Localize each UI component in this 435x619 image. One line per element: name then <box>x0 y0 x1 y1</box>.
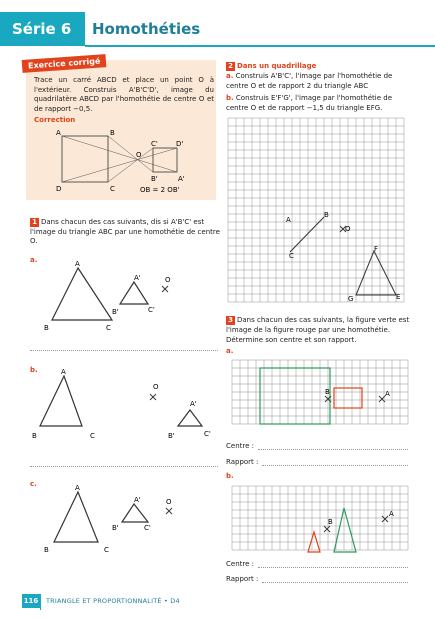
label-C2: C' <box>151 140 158 148</box>
ex2-G: G <box>348 295 354 303</box>
ex3a-centre-label: Centre : <box>226 442 254 450</box>
label-A: A <box>56 129 61 137</box>
ex2-O: O <box>345 225 351 233</box>
ex1c-figure <box>30 482 220 562</box>
ex2-C: C <box>289 252 294 260</box>
ex1-number: 1 <box>30 218 39 227</box>
ex1b-O: O <box>153 383 159 391</box>
ex1a-A: A <box>75 260 80 268</box>
ex1-statement <box>30 218 220 247</box>
ex3a-rapport-label: Rapport : <box>226 458 259 466</box>
ex3b-B: B <box>328 518 333 526</box>
ex1b-C2: C' <box>204 430 211 438</box>
ex2-title <box>226 62 411 72</box>
ex1a-O: O <box>165 276 171 284</box>
ex2-grid <box>228 118 408 302</box>
ex3a-rapport-line[interactable] <box>262 465 408 466</box>
ex2-B: B <box>324 211 329 219</box>
ex2-A: A <box>286 216 291 224</box>
ex1a-C: C <box>106 324 111 332</box>
ex3a-centre-line[interactable] <box>258 449 408 450</box>
ex3a-B: B <box>325 388 330 396</box>
label-A2: A' <box>178 175 185 183</box>
correction-label: Correction <box>34 116 76 124</box>
footer-text: TRIANGLE ET PROPORTIONNALITÉ • D4 <box>46 597 180 605</box>
ex1b-figure <box>30 366 220 446</box>
header-rule <box>85 45 435 47</box>
ex3a-grid <box>232 360 408 426</box>
ex1c-O: O <box>166 498 172 506</box>
label-O: O <box>136 151 142 159</box>
corrige-tag: Exercice corrigé <box>22 54 107 73</box>
ex1b-B: B <box>32 432 37 440</box>
ex3a-A: A <box>385 390 390 398</box>
ex2-b: b. Construis E'F'G', l'image par l'homothétie de centre O et de rapport −1,5 du triangle EFG. <box>226 94 393 112</box>
ex3-statement2: Détermine son centre et son rapport. <box>226 336 357 344</box>
ex1a-B2: B' <box>112 308 119 316</box>
ex1a-A2: A' <box>134 274 141 282</box>
ex2-a: a. Construis A'B'C', l'image par l'homothétie de centre O et de rapport 2 du triangle ABC <box>226 72 393 90</box>
ex1b-A2: A' <box>190 400 197 408</box>
page-header <box>0 12 435 46</box>
ex1a-answer-line[interactable] <box>30 350 218 351</box>
ex1b-answer-line[interactable] <box>30 466 218 467</box>
ex1b-letter: b. <box>30 366 38 374</box>
label-B2: B' <box>151 175 158 183</box>
ex2-F: F <box>374 245 379 253</box>
ex3b-centre-label: Centre : <box>226 560 254 568</box>
ex1b-C: C <box>90 432 95 440</box>
ex3b-grid <box>232 486 408 552</box>
ex1c-C2: C' <box>144 524 151 532</box>
ex1c-B: B <box>44 546 49 554</box>
page-footer <box>0 590 435 614</box>
footer-rule <box>40 594 41 610</box>
ex1b-A: A <box>61 368 66 376</box>
ex3b-rapport-line[interactable] <box>262 582 408 583</box>
ex3-text: Dans chacun des cas suivants, la figure verte est l'image de la figure rouge par une homothétie. <box>226 316 410 334</box>
ex2-E: E <box>396 293 401 301</box>
ex1c-A: A <box>75 484 80 492</box>
ex1b-B2: B' <box>168 432 175 440</box>
label-D2: D' <box>176 140 184 148</box>
ex1c-B2: B' <box>112 524 119 532</box>
ex3b-centre-line[interactable] <box>258 567 408 568</box>
label-D: D <box>56 185 62 193</box>
ex2-number: 2 <box>226 62 235 71</box>
ex3a-letter: a. <box>226 347 234 355</box>
ex1c-A2: A' <box>134 496 141 504</box>
ex1a-B: B <box>44 324 49 332</box>
ex1c-C: C <box>104 546 109 554</box>
ex3-statement <box>226 316 411 335</box>
page-number: 116 <box>22 594 40 608</box>
ex1-text: Dans chacun des cas suivants, dis si A'B'C' est l'image du triangle ABC par une homothétie de centre O. <box>30 218 220 245</box>
ex1a-letter: a. <box>30 256 38 264</box>
ex1a-figure <box>30 258 220 338</box>
corrige-statement: Trace un carré ABCD et place un point O à l'extérieur. Construis A'B'C'D', image du quadrilatère ABCD par l'homothétie de centre O et de rapport −0,5. <box>34 76 214 113</box>
label-C: C <box>110 185 115 193</box>
serie-label: Série 6 <box>0 12 85 46</box>
ex3b-A: A <box>389 510 394 518</box>
ex2-title-text: Dans un quadrillage <box>237 62 317 70</box>
relation-text: OB = 2 OB' <box>140 186 180 194</box>
ex3b-letter: b. <box>226 472 234 480</box>
ex1c-letter: c. <box>30 480 37 488</box>
ex3b-rapport-label: Rapport : <box>226 575 259 583</box>
corrige-figure <box>26 124 216 200</box>
label-B: B <box>110 129 115 137</box>
ex1a-C2: C' <box>148 306 155 314</box>
page-title: Homothéties <box>92 20 201 38</box>
ex3-number: 3 <box>226 316 235 325</box>
